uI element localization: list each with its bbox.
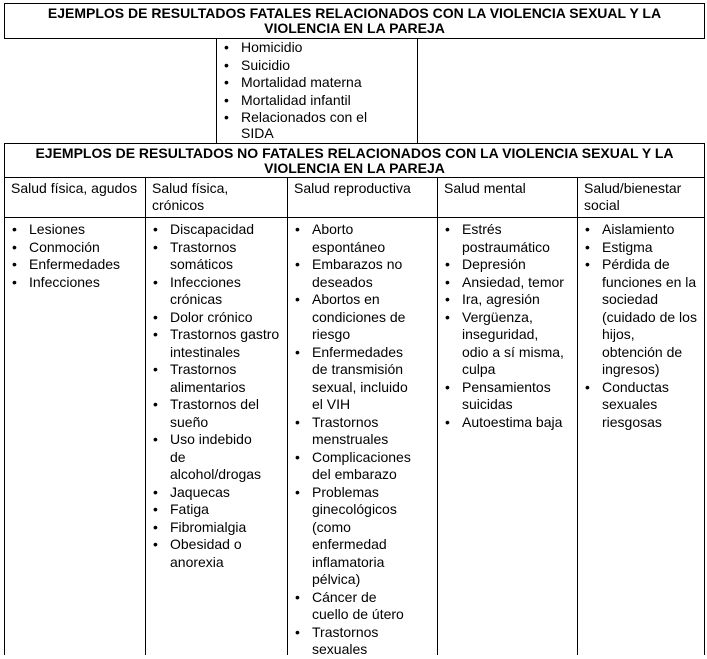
column-reproductive bbox=[288, 178, 437, 659]
column-header: Salud física, crónicos bbox=[152, 180, 229, 213]
list-item: • Abortos en condiciones de riesgo bbox=[288, 291, 413, 344]
list-item: • Ansiedad, temor bbox=[438, 274, 567, 292]
list-item: • Pérdida de funciones en la sociedad (cuidado de los hijos, obtención de ingresos) bbox=[578, 256, 698, 379]
column-header: Salud mental bbox=[444, 180, 526, 196]
list-item: • Discapacidad bbox=[146, 221, 281, 239]
list-item: • Aislamiento bbox=[578, 221, 698, 239]
list-item: • Relacionados con el SIDA bbox=[217, 109, 395, 141]
column-physical-chronic bbox=[146, 178, 287, 571]
list-item: • Trastornos somáticos bbox=[146, 239, 281, 274]
list-item: • Problemas ginecológicos (como enfermedad inflamatoria pélvica) bbox=[288, 484, 413, 589]
list-item: • Mortalidad materna bbox=[217, 74, 395, 92]
column-header: Salud reproductiva bbox=[294, 180, 411, 196]
list-item: • Lesiones bbox=[5, 221, 141, 239]
list-item: • Jaquecas bbox=[146, 484, 281, 502]
list-item: • Enfermedades bbox=[5, 256, 141, 274]
fatal-list bbox=[217, 39, 417, 141]
list-item: • Trastornos alimentarios bbox=[146, 361, 281, 396]
column-header: Salud física, agudos bbox=[11, 180, 138, 196]
list-item: • Estigma bbox=[578, 239, 698, 257]
list-item: • Mortalidad infantil bbox=[217, 92, 395, 110]
list-item: • Aborto espontáneo bbox=[288, 221, 413, 256]
column-list bbox=[288, 218, 437, 659]
column-list bbox=[146, 218, 287, 571]
fatal-list-box bbox=[216, 38, 418, 144]
list-item: • Cáncer de cuello de útero bbox=[288, 589, 413, 624]
list-item: • Enfermedades de transmisión sexual, incluido el VIH bbox=[288, 344, 413, 414]
list-item: • Estrés postraumático bbox=[438, 221, 567, 256]
list-item: • Ira, agresión bbox=[438, 291, 567, 309]
list-item: • Pensamientos suicidas bbox=[438, 379, 567, 414]
list-item: • Suicidio bbox=[217, 57, 395, 75]
column-list bbox=[5, 218, 145, 291]
list-item: • Homicidio bbox=[217, 39, 395, 57]
column-social bbox=[578, 178, 704, 431]
column-list bbox=[578, 218, 704, 431]
list-item: • Obesidad o anorexia bbox=[146, 536, 281, 571]
list-item: • Infecciones crónicas bbox=[146, 274, 281, 309]
column-physical-acute bbox=[5, 178, 145, 291]
column-mental bbox=[438, 178, 577, 431]
list-item: • Trastornos sexuales bbox=[288, 624, 413, 659]
list-item: • Autoestima baja bbox=[438, 414, 567, 432]
fatal-title-box bbox=[4, 3, 705, 39]
list-item: • Complicaciones del embarazo bbox=[288, 449, 413, 484]
list-item: • Conmoción bbox=[5, 239, 141, 257]
list-item: • Uso indebido de alcohol/drogas bbox=[146, 431, 281, 484]
column-list bbox=[438, 218, 577, 431]
list-item: • Trastornos menstruales bbox=[288, 414, 413, 449]
list-item: • Infecciones bbox=[5, 274, 141, 292]
list-item: • Trastornos del sueño bbox=[146, 396, 281, 431]
nonfatal-title: EJEMPLOS DE RESULTADOS NO FATALES RELACIONADOS CON LA VIOLENCIA SEXUAL Y LA VIOLENCIA EN LA PAREJA bbox=[35, 145, 674, 176]
list-item: • Fatiga bbox=[146, 501, 281, 519]
list-item: • Fibromialgia bbox=[146, 519, 281, 537]
list-item: • Depresión bbox=[438, 256, 567, 274]
column-header: Salud/bienestar social bbox=[584, 180, 682, 213]
list-item: • Trastornos gastrointestinales bbox=[146, 326, 281, 361]
list-item: • Embarazos no deseados bbox=[288, 256, 413, 291]
fatal-title: EJEMPLOS DE RESULTADOS FATALES RELACIONADOS CON LA VIOLENCIA SEXUAL Y LA VIOLENCIA EN LA PAREJA bbox=[47, 5, 662, 36]
list-item: • Dolor crónico bbox=[146, 309, 281, 327]
list-item: • Vergüenza, inseguridad, odio a sí misma, culpa bbox=[438, 309, 567, 379]
list-item: • Conductas sexuales riesgosas bbox=[578, 379, 698, 432]
